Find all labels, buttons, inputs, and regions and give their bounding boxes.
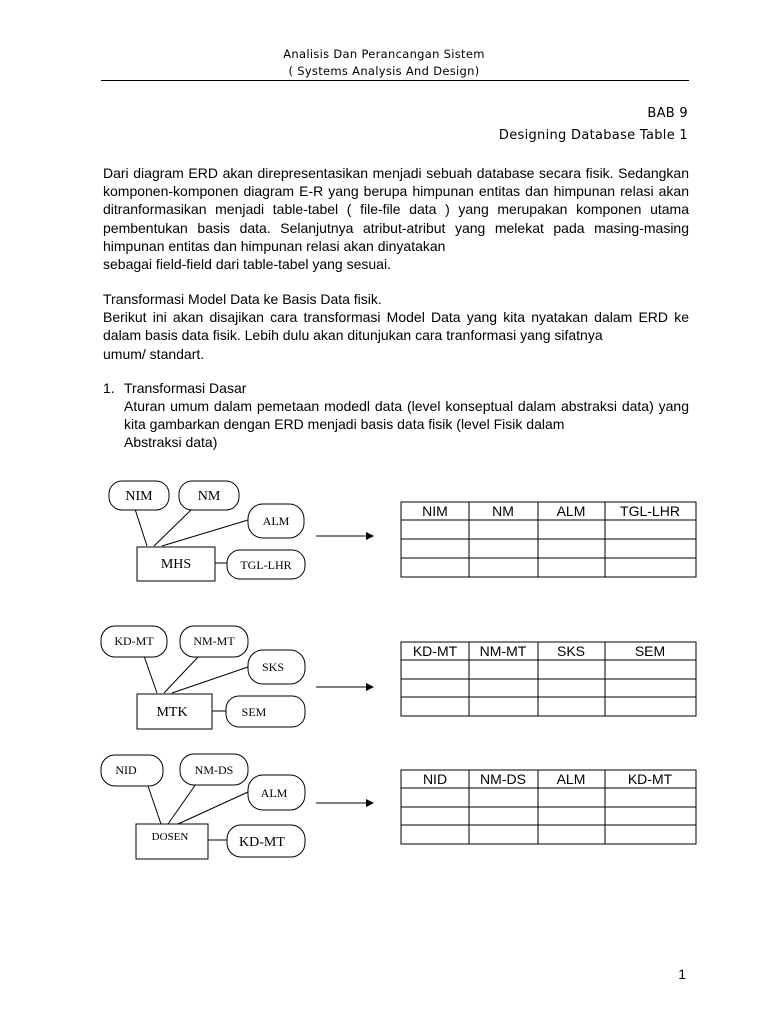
table-column-header: NM bbox=[492, 503, 514, 519]
header-title: Analisis Dan Perancangan Sistem bbox=[283, 47, 485, 61]
section-heading: Transformasi Model Data ke Basis Data fisik. bbox=[103, 291, 382, 307]
attribute-link bbox=[178, 792, 248, 824]
attribute-label: NID bbox=[115, 763, 137, 777]
table-column-header: NID bbox=[422, 771, 448, 787]
table-column-header: KD-MT bbox=[627, 771, 673, 787]
section-last-line: umum/ standart. bbox=[103, 345, 205, 362]
attribute-link bbox=[164, 656, 199, 693]
erd-diagram-dosen bbox=[96, 748, 706, 868]
attribute-label: ALM bbox=[260, 786, 288, 800]
running-header bbox=[0, 46, 768, 80]
table-column-header: SEM bbox=[634, 643, 666, 659]
table-column-header: NM-MT bbox=[479, 643, 527, 659]
list-item-number: 1. bbox=[103, 380, 115, 396]
attribute-link bbox=[154, 509, 192, 546]
entity-label: DOSEN bbox=[151, 831, 189, 843]
list-item-text: Aturan umum dalam pemetaan modedl data (level konseptual dalam abstraksi data) yang kita gambarkan dengan ERD menjadi basis data fisik (level Fisik dalam bbox=[124, 398, 689, 433]
section-paragraph bbox=[103, 290, 689, 363]
attribute-label: KD-MT bbox=[239, 835, 285, 850]
attribute-link bbox=[144, 656, 157, 693]
table-column-header: SKS bbox=[556, 643, 586, 659]
page-number: 1 bbox=[678, 966, 686, 982]
list-item-last-line: Abstraksi data) bbox=[124, 434, 218, 451]
attribute-label: KD-MT bbox=[114, 634, 154, 648]
intro-paragraph bbox=[103, 164, 689, 273]
attribute-label: NIM bbox=[125, 489, 153, 504]
intro-text: Dari diagram ERD akan direpresentasikan menjadi sebuah database secara fisik. Sedangkan komponen-komponen diagram E-R yang berupa himpunan entitas dan himpunan relasi akan ditranformasikan menjadi table-tabel ( file-file data ) yang merupakan komponen utama pembentukan basis data. Selanjutnya atribut-atribut yang melekat pada masing-masing himpunan entitas dan himpunan relasi akan dinyatakan bbox=[103, 165, 689, 254]
entity-label: MHS bbox=[160, 557, 192, 572]
attribute-link bbox=[172, 667, 248, 693]
attribute-label: NM-DS bbox=[194, 763, 234, 777]
table-column-header: NM-DS bbox=[480, 771, 526, 787]
list-item-body bbox=[124, 397, 689, 452]
attribute-link bbox=[148, 786, 161, 824]
erd-diagram-mhs bbox=[96, 474, 706, 594]
attribute-label: NM-MT bbox=[193, 634, 235, 648]
arrow-head-icon bbox=[366, 799, 374, 807]
chapter-number: BAB 9 bbox=[647, 106, 688, 121]
table-column-header: TGL-LHR bbox=[620, 503, 680, 519]
table-column-header: ALM bbox=[556, 771, 586, 787]
entity-label: MTK bbox=[156, 705, 188, 720]
attribute-link bbox=[135, 509, 147, 546]
header-divider bbox=[101, 80, 689, 81]
attribute-label: SKS bbox=[261, 660, 285, 674]
list-item-title: Transformasi Dasar bbox=[124, 380, 247, 396]
chapter-heading bbox=[499, 103, 688, 147]
section-text: Berikut ini akan disajikan cara transformasi Model Data yang kita nyatakan dalam ERD ke dalam basis data fisik. Lebih dulu akan ditunjukan cara tranformasi yang sifatnya bbox=[103, 309, 689, 344]
attribute-label: ALM bbox=[262, 514, 290, 528]
header-subtitle: ( Systems Analysis And Design) bbox=[288, 64, 480, 78]
table-column-header: KD-MT bbox=[412, 643, 458, 659]
arrow-head-icon bbox=[366, 683, 374, 691]
attribute-label: NM bbox=[197, 489, 221, 504]
attribute-label: TGL-LHR bbox=[240, 558, 292, 572]
arrow-head-icon bbox=[366, 532, 374, 540]
attribute-label: SEM bbox=[241, 705, 267, 719]
attribute-link bbox=[162, 520, 248, 546]
table-column-header: ALM bbox=[556, 503, 586, 519]
intro-last-line: sebagai field-field dari table-tabel yang sesuai. bbox=[103, 256, 391, 273]
erd-diagram-mtk bbox=[96, 620, 706, 740]
chapter-title: Designing Database Table 1 bbox=[498, 128, 688, 143]
table-column-header: NIM bbox=[422, 503, 448, 519]
